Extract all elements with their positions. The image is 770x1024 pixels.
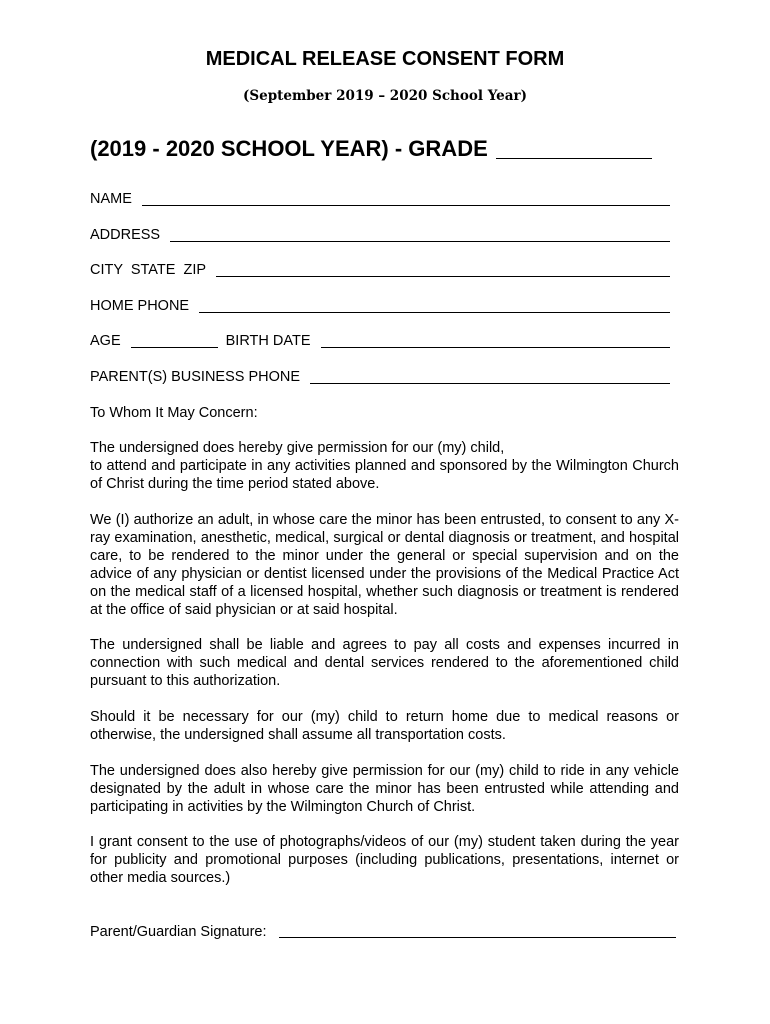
signature-row (90, 921, 676, 941)
business-phone-label: PARENT(S) BUSINESS PHONE (90, 369, 301, 385)
salutation-text: To Whom It May Concern: (90, 405, 258, 421)
paragraph-2-text: We (I) authorize an adult, in whose care the minor has been entrusted, to consent to any X-ray examination, anesthetic, medical, surgical or dental diagnosis or treatment, and hospital care, to be rendered to the minor under the general or special supervision and on the advice of any physician or dentist licensed under the provisions of the Medical Practice Act on the medical staff of a licensed hospital, whether such diagnosis or treatment is rendered at the office of said physician or at said hospital. (90, 512, 679, 618)
name-row (90, 188, 670, 208)
paragraph-6-text: I grant consent to the use of photographs/videos of our (my) student taken during the year for publicity and promotional purposes (including publications, presentations, internet or other media sources.) (90, 834, 679, 886)
paragraph-5 (90, 762, 679, 816)
signature-field[interactable] (279, 923, 676, 938)
age-field[interactable] (131, 333, 218, 348)
home-phone-row (90, 295, 670, 315)
paragraph-2 (90, 511, 679, 619)
business-phone-row (90, 366, 670, 386)
city-state-zip-field[interactable] (216, 262, 670, 277)
paragraph-4 (90, 708, 679, 744)
address-field[interactable] (170, 227, 670, 242)
birth-date-field[interactable] (321, 333, 671, 348)
home-phone-label: HOME PHONE (90, 298, 190, 314)
age-label: AGE (90, 333, 121, 349)
city-state-zip-row (90, 259, 670, 279)
paragraph-1 (90, 439, 679, 493)
business-phone-field[interactable] (310, 369, 670, 384)
paragraph-1-line-2: to attend and participate in any activities planned and sponsored by the Wilmington Church of Christ during the time period stated above. (90, 458, 679, 492)
address-label: ADDRESS (90, 227, 161, 243)
grade-row (90, 136, 680, 162)
form-title: MEDICAL RELEASE CONSENT FORM (205, 48, 565, 70)
paragraph-3 (90, 636, 679, 690)
name-field[interactable] (142, 191, 670, 206)
grade-field[interactable] (496, 138, 652, 159)
address-row (90, 224, 670, 244)
paragraph-3-text: The undersigned shall be liable and agrees to pay all costs and expenses incurred in connection with such medical and dental services rendered to the aforementioned child pursuant to this authorization. (90, 637, 679, 689)
paragraph-5-text: The undersigned does also hereby give permission for our (my) child to ride in any vehicle designated by the adult in whose care the minor has been entrusted while attending and participating in activities by the Wilmington Church of Christ. (90, 763, 679, 815)
birth-date-label: BIRTH DATE (225, 333, 311, 349)
home-phone-field[interactable] (199, 298, 670, 313)
signature-label: Parent/Guardian Signature: (90, 924, 267, 940)
age-birthdate-row (90, 330, 670, 350)
paragraph-4-text: Should it be necessary for our (my) child to return home due to medical reasons or otherwise, the undersigned shall assume all transportation costs. (90, 709, 679, 743)
grade-label: (2019 - 2020 SCHOOL YEAR) - GRADE (90, 136, 488, 161)
salutation (90, 404, 679, 422)
paragraph-1-line-1: The undersigned does hereby give permission for our (my) child, (90, 440, 505, 456)
city-state-zip-label: CITY STATE ZIP (90, 262, 207, 278)
name-label: NAME (90, 191, 132, 207)
paragraph-6 (90, 833, 679, 887)
form-subtitle: (September 2019 – 2020 School Year) (242, 88, 528, 104)
